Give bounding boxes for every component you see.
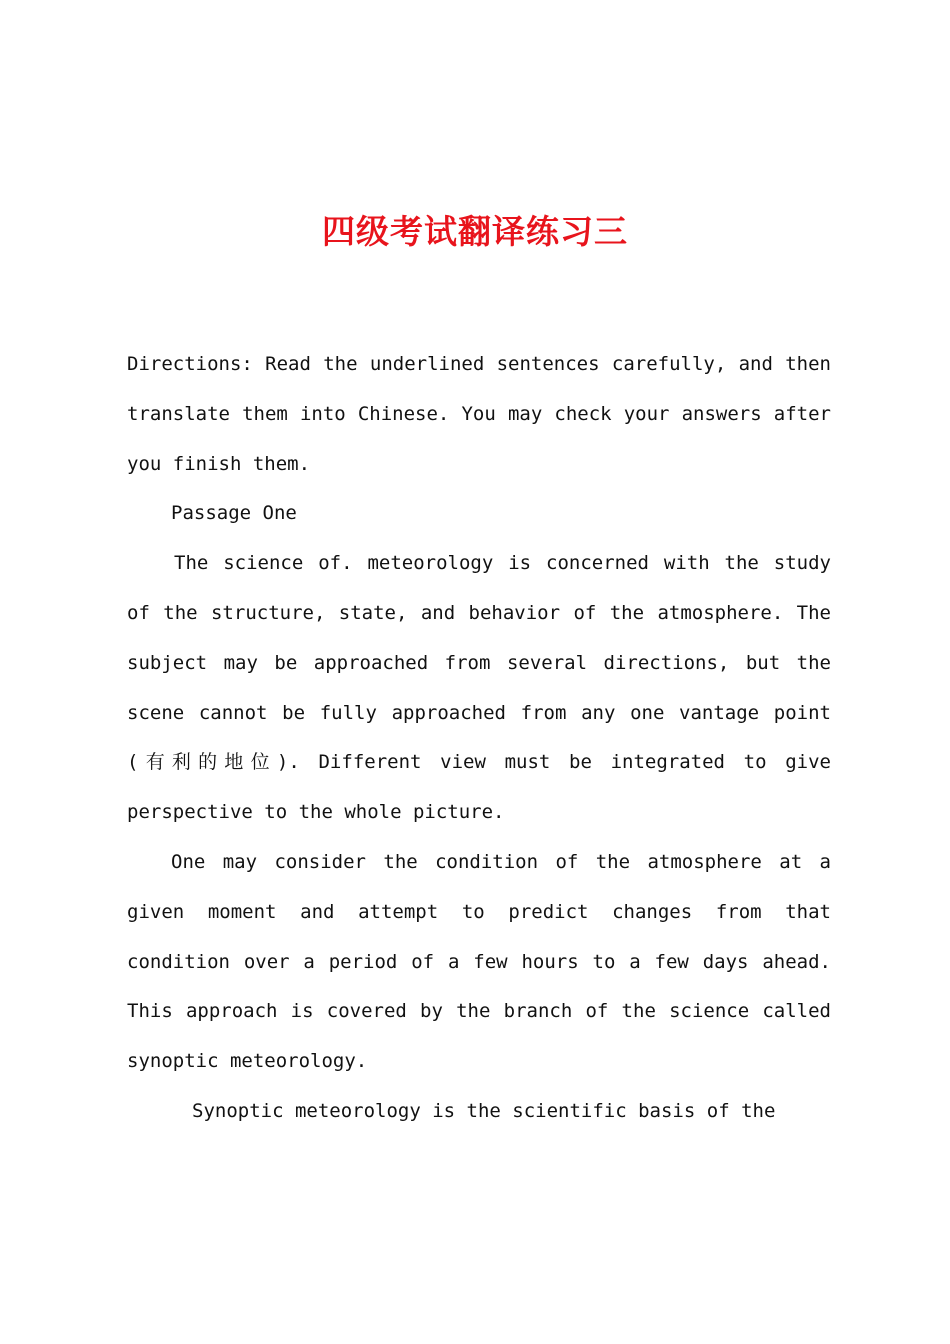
document-body <box>127 340 831 1137</box>
passage-paragraph-3: Synoptic meteorology is the scientific basis of the <box>192 1099 776 1122</box>
directions-paragraph: Directions: Read the underlined sentences carefully, and then translate them into Chinese. You may check your answers after you finish them. <box>127 353 831 475</box>
passage-heading: Passage One <box>171 502 297 525</box>
passage-paragraph-2: One may consider the condition of the atmosphere at a given moment and attempt to predict changes from that condition over a period of a few hours to a few days ahead. This approach is covered by the branch of the science called synoptic meteorology. <box>127 850 831 1073</box>
passage-paragraph-1: The science of. meteorology is concerned with the study of the structure, state, and behavior of the atmosphere. The subject may be approached from several directions, but the scene cannot be fully approached from any one vantage point (有利的地位). Different view must be integrated to give perspective to the whole picture. <box>127 552 831 824</box>
page-title: 四级考试翻译练习三 <box>322 212 628 251</box>
